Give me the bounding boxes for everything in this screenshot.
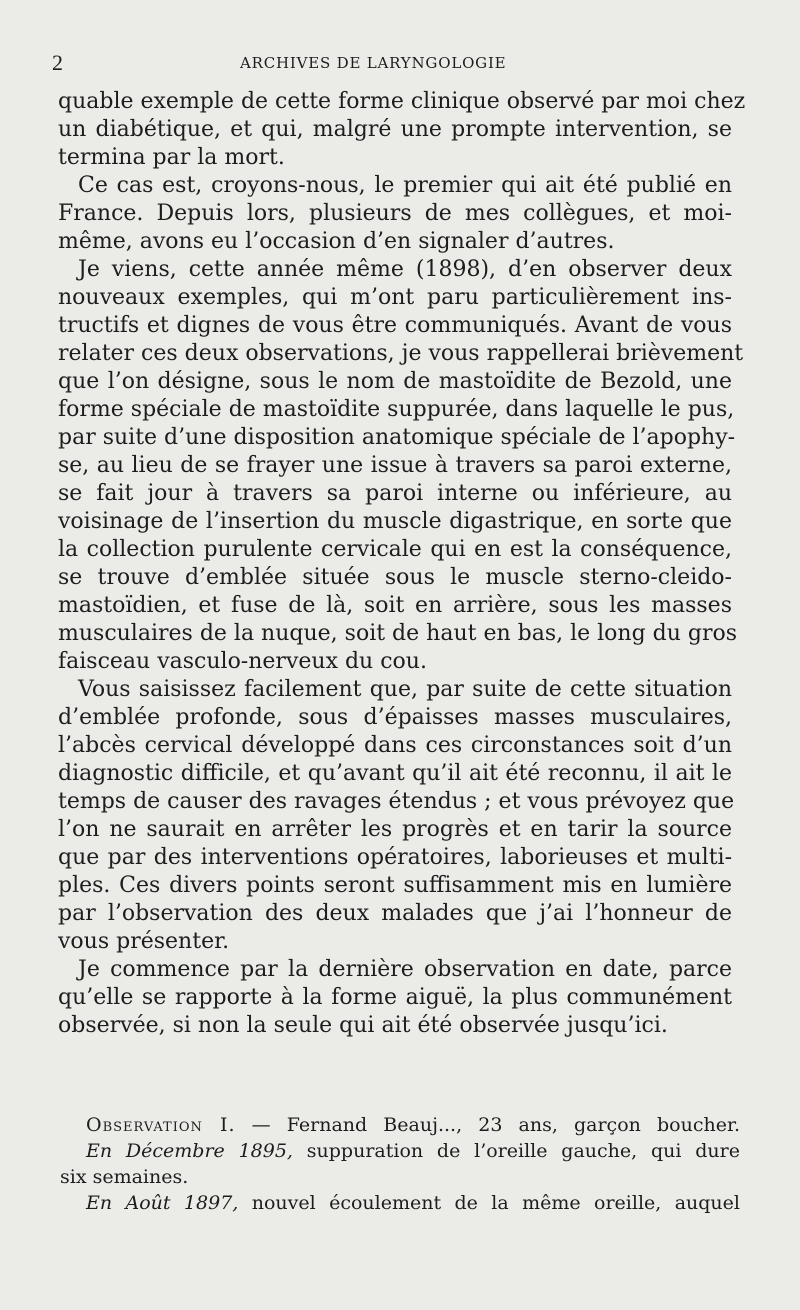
observation-line: six semaines. [60,1166,189,1188]
observation-intro: — Fernand Beauj..., 23 ans, garçon boucher. [235,1114,740,1136]
text-line: Je commence par la dernière observation en date, parce [78,957,732,982]
text-line: temps de causer des ravages étendus ; et vous prévoyez que [58,789,735,814]
text-line: se fait jour à travers sa paroi interne ou inférieure, au [58,481,732,506]
text-line: faisceau vasculo-nerveux du cou. [58,649,427,674]
journal-title: ARCHIVES DE LARYNGOLOGIE [240,54,507,72]
text-line: tructifs et dignes de vous être communiqués. Avant de vous [58,313,732,338]
text-line: forme spéciale de mastoïdite suppurée, dans laquelle le pus, [58,397,735,422]
text-line: diagnostic difficile, et qu’avant qu’il ait été reconnu, il ait le [58,761,732,786]
text-line: mastoïdien, et fuse de là, soit en arrière, sous les masses [58,593,732,618]
text-line: observée, si non la seule qui ait été observée jusqu’ici. [58,1013,668,1038]
text-line: l’on ne saurait en arrêter les progrès et en tarir la source [58,817,732,842]
text-line: nouveaux exemples, qui m’ont paru particulièrement ins- [58,285,732,310]
text-line: France. Depuis lors, plusieurs de mes collègues, et moi- [58,201,732,226]
text-line: d’emblée profonde, sous d’épaisses masses musculaires, [58,705,732,730]
text-line: même, avons eu l’occasion d’en signaler d’autres. [58,229,615,254]
observation-heading: Observation I. [86,1114,236,1136]
observation-line [60,1190,740,1216]
text-line: Ce cas est, croyons-nous, le premier qui ait été publié en [78,173,732,198]
page-number: 2 [52,50,63,75]
text-line: voisinage de l’insertion du muscle digastrique, en sorte que [58,509,732,534]
text-line: que par des interventions opératoires, laborieuses et multi- [58,845,732,870]
text-line: un diabétique, et qui, malgré une prompte intervention, se [58,117,732,142]
running-head [50,48,740,78]
text-line: qu’elle se rapporte à la forme aiguë, la plus communément [58,985,732,1010]
text-line: quable exemple de cette forme clinique observé par moi chez [58,89,746,114]
text-line: l’abcès cervical développé dans ces circonstances soit d’un [58,733,732,758]
text-line: termina par la mort. [58,145,285,170]
text-line: ples. Ces divers points seront suffisamment mis en lumière [58,873,732,898]
text-line: Vous saisissez facilement que, par suite de cette situation [78,677,732,702]
text-line: musculaires de la nuque, soit de haut en bas, le long du gros [58,621,738,646]
text-line: que l’on désigne, sous le nom de mastoïdite de Bezold, une [58,369,732,394]
observation-text: nouvel écoulement de la même oreille, auquel [238,1192,740,1214]
observation-date: En Août 1897, [86,1192,239,1214]
text-line: la collection purulente cervicale qui en est la conséquence, [58,537,732,562]
observation-date: En Décembre 1895, [86,1140,293,1162]
text-line: par suite d’une disposition anatomique spéciale de l’apophy- [58,425,736,450]
observation-heading-line [60,1112,740,1138]
text-line: Je viens, cette année même (1898), d’en observer deux [78,257,732,282]
body-text [58,88,746,1040]
observation-line [60,1138,740,1164]
text-line: relater ces deux observations, je vous rappellerai brièvement [58,341,744,366]
text-line: vous présenter. [58,929,230,954]
observation-text: suppuration de l’oreille gauche, qui dure [292,1140,740,1162]
observation-block [60,1112,740,1216]
text-line: se trouve d’emblée située sous le muscle sterno-cleido- [58,565,732,590]
text-line: par l’observation des deux malades que j’ai l’honneur de [58,901,732,926]
text-line: se, au lieu de se frayer une issue à travers sa paroi externe, [58,453,732,478]
